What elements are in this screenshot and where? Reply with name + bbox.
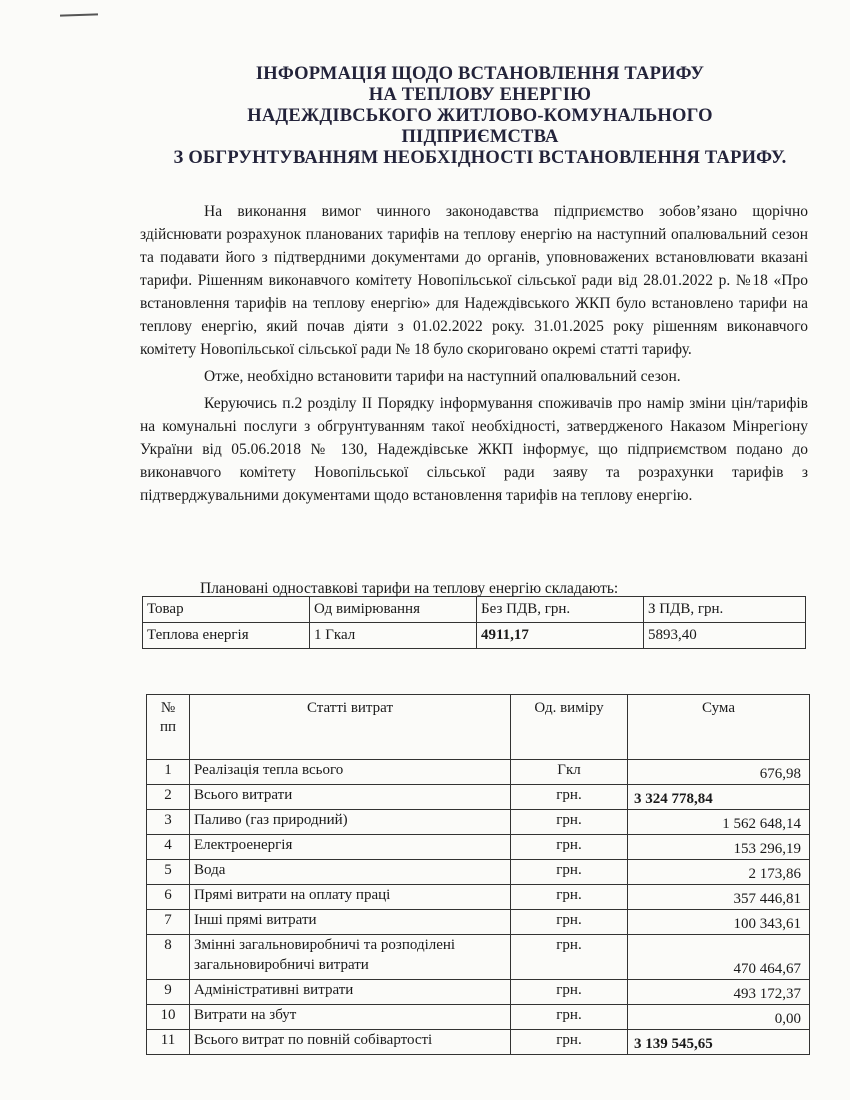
- paragraph-1: На виконання вимог чинного законодавства підприємство зобов’язано щорічно здійснювати розрахунок планованих тарифів на теплову енергію на наступний опалювальний сезон та подавати його з підтвердними документами до органів, уповноважених встановлювати вказані тарифи. Рішенням виконавчого комітету Новопільської сільської ради від 28.01.2022 р. №18 «Про встановлення тарифів на теплову енергію» для Надеждівського ЖКП було встановлено тарифи на теплову енергію, який почав діяти з 01.02.2022 року. 31.01.2025 року рішенням виконавчого комітету Новопільської сільської ради № 18 було скориговано окремі статті тарифу.: [140, 203, 808, 358]
- cost-row-unit: грн.: [511, 935, 628, 980]
- cost-row: [147, 1005, 810, 1030]
- cost-row-unit: грн.: [511, 785, 628, 810]
- paragraph-3: Керуючись п.2 розділу ІІ Порядку інформування споживачів про намір зміни цін/тарифів на комунальні послуги з обгрунтуванням такої необхідності, затвердженого Наказом Мінрегіону України від 05.06.2018 № 130, Надеждівське ЖКП інформує, що підприємством подано до виконавчого комітету Новопільської сільської ради заяву та розрахунки тарифів з підтверджувальними документами щодо встановлення тарифів на теплову енергію.: [140, 395, 808, 504]
- cost-row-sum: 0,00: [628, 1005, 810, 1030]
- cost-row-item: Адміністративні витрати: [190, 980, 511, 1005]
- cost-row-number: 9: [147, 980, 190, 1005]
- paragraph-2: Отже, необхідно встановити тарифи на наступний опалювальний сезон.: [204, 368, 681, 385]
- tariff-unit: 1 Гкал: [310, 623, 477, 649]
- tariff-no-vat: 4911,17: [477, 623, 644, 649]
- cost-row-item: Вода: [190, 860, 511, 885]
- cost-row-number: 4: [147, 835, 190, 860]
- tariff-product: Теплова енергія: [143, 623, 310, 649]
- cost-row-sum: 357 446,81: [628, 885, 810, 910]
- cost-row: [147, 835, 810, 860]
- cost-table: [146, 694, 810, 1055]
- cost-row-unit: грн.: [511, 1005, 628, 1030]
- cost-row-unit: грн.: [511, 910, 628, 935]
- tariff-header-with-vat: З ПДВ, грн.: [644, 597, 806, 623]
- cost-row: [147, 935, 810, 980]
- cost-row: [147, 785, 810, 810]
- cost-row-number: 1: [147, 760, 190, 785]
- tariff-header-unit: Од вимірювання: [310, 597, 477, 623]
- cost-row: [147, 885, 810, 910]
- title-line-1: ІНФОРМАЦІЯ ЩОДО ВСТАНОВЛЕННЯ ТАРИФУ: [255, 64, 705, 84]
- cost-row-unit: грн.: [511, 810, 628, 835]
- cost-row: [147, 1030, 810, 1055]
- cost-header-sum: Сума: [628, 695, 810, 760]
- document-title: [150, 64, 810, 169]
- tariff-row: [143, 623, 806, 649]
- cost-row: [147, 910, 810, 935]
- body-text: [140, 200, 808, 511]
- cost-row-item: Змінні загальновиробничі та розподілені загальновиробничі витрати: [190, 935, 511, 980]
- cost-row-item: Реалізація тепла всього: [190, 760, 511, 785]
- cost-row: [147, 810, 810, 835]
- cost-row-unit: грн.: [511, 885, 628, 910]
- cost-row-item: Інші прямі витрати: [190, 910, 511, 935]
- cost-row-number: 11: [147, 1030, 190, 1055]
- cost-row-number: 7: [147, 910, 190, 935]
- cost-row: [147, 860, 810, 885]
- cost-row-sum: 470 464,67: [628, 935, 810, 980]
- cost-row-item: Паливо (газ природний): [190, 810, 511, 835]
- tariff-with-vat: 5893,40: [644, 623, 806, 649]
- cost-row-number: 3: [147, 810, 190, 835]
- tariff-header-no-vat: Без ПДВ, грн.: [477, 597, 644, 623]
- title-line-4: ПІДПРИЄМСТВА: [401, 127, 559, 147]
- cost-header-unit: Од. виміру: [511, 695, 628, 760]
- cost-row-number: 2: [147, 785, 190, 810]
- cost-row-sum: 3 139 545,65: [628, 1030, 810, 1055]
- cost-row-sum: 2 173,86: [628, 860, 810, 885]
- title-line-5: З ОБГРУНТУВАННЯМ НЕОБХІДНОСТІ ВСТАНОВЛЕННЯ ТАРИФУ.: [173, 148, 787, 168]
- title-line-2: НА ТЕПЛОВУ ЕНЕРГІЮ: [368, 85, 592, 105]
- cost-row-item: Всього витрат по повній собівартості: [190, 1030, 511, 1055]
- cost-row-item: Електроенергія: [190, 835, 511, 860]
- cost-header-item: Статті витрат: [190, 695, 511, 760]
- cost-row-number: 5: [147, 860, 190, 885]
- cost-row-sum: 493 172,37: [628, 980, 810, 1005]
- cost-row-unit: грн.: [511, 835, 628, 860]
- scan-artifact-mark: [60, 13, 98, 16]
- cost-row-item: Прямі витрати на оплату праці: [190, 885, 511, 910]
- cost-row-unit: грн.: [511, 1030, 628, 1055]
- cost-row-sum: 1 562 648,14: [628, 810, 810, 835]
- cost-row-unit: грн.: [511, 980, 628, 1005]
- cost-row-sum: 3 324 778,84: [628, 785, 810, 810]
- cost-header-number: № пп: [147, 695, 190, 760]
- tariff-header-product: Товар: [143, 597, 310, 623]
- cost-row-sum: 100 343,61: [628, 910, 810, 935]
- cost-row-item: Витрати на збут: [190, 1005, 511, 1030]
- tariff-intro: Плановані одноставкові тарифи на теплову енергію складають:: [200, 580, 619, 597]
- cost-row-number: 10: [147, 1005, 190, 1030]
- cost-row-number: 6: [147, 885, 190, 910]
- cost-header-row: [147, 695, 810, 760]
- title-line-3: НАДЕЖДІВСЬКОГО ЖИТЛОВО-КОМУНАЛЬНОГО: [247, 106, 713, 126]
- cost-row-unit: грн.: [511, 860, 628, 885]
- cost-row-item: Всього витрати: [190, 785, 511, 810]
- cost-row-number: 8: [147, 935, 190, 980]
- cost-row-unit: Гкл: [511, 760, 628, 785]
- cost-row: [147, 760, 810, 785]
- cost-row-sum: 676,98: [628, 760, 810, 785]
- tariff-table: [142, 596, 806, 649]
- tariff-header-row: [143, 597, 806, 623]
- cost-row-sum: 153 296,19: [628, 835, 810, 860]
- cost-row: [147, 980, 810, 1005]
